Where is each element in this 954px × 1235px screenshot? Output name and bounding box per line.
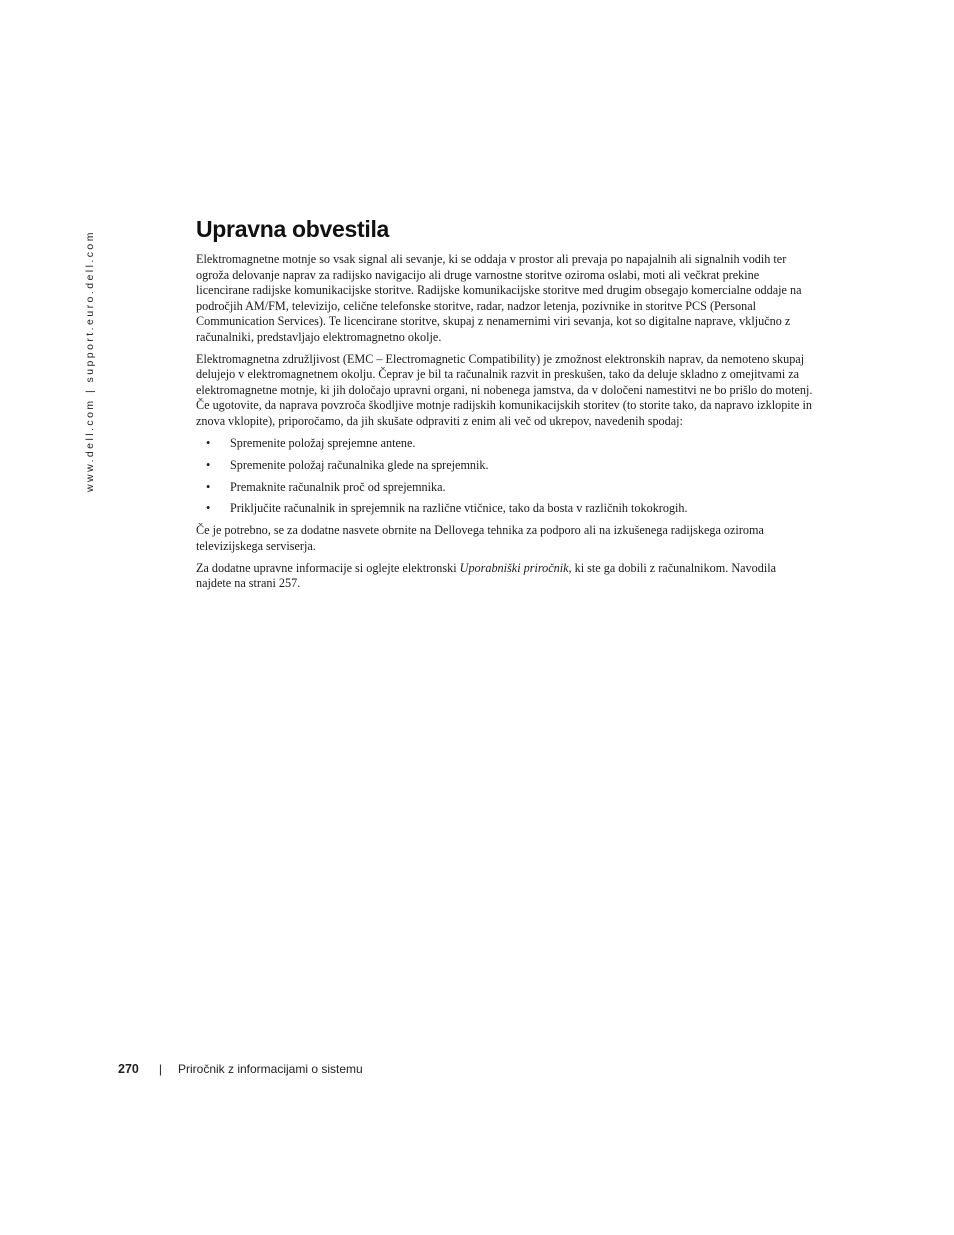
more-info-text-start: Za dodatne upravne informacije si oglejte elektronski: [196, 560, 460, 575]
list-item: [196, 480, 814, 496]
main-content: [196, 216, 814, 598]
list-item: [196, 458, 814, 474]
paragraph-emi-definition: Elektromagnetne motnje so vsak signal ali sevanje, ki se oddaja v prostor ali prevaja po napajalnih ali signalnih vodih ter ogroža delovanje naprav za radijsko navigacijo ali druge varnostne storitve oziroma oslabi, moti ali večkrat prekine licencirane radijske komunikacijske storitve. Radijske komunikacijske storitve med drugim obsegajo komercialne oddaje na področjih AM/FM, televizijo, celične telefonske storitve, radar, nadzor letenja, pozivnike in storitve PCS (Personal Communication Services). Te licencirane storitve, skupaj z nenamernimi viri sevanja, kot so digitalne naprave, vključno z računalniki, predstavljajo elektromagnetno okolje.: [196, 252, 802, 344]
sidebar-url: www.dell.com | support.euro.dell.com: [84, 230, 96, 492]
bullet-icon: •: [206, 435, 211, 450]
list-item-text: Premaknite računalnik proč od sprejemnika.: [230, 479, 446, 494]
page-footer: [118, 1062, 363, 1076]
footer-separator: |: [158, 1062, 162, 1076]
list-item-text: Priključite računalnik in sprejemnik na različne vtičnice, tako da bosta v različnih tokokrogih.: [230, 501, 688, 516]
paragraph-more-info: [196, 561, 814, 592]
bullet-icon: •: [206, 501, 211, 516]
page-number: 270: [118, 1062, 139, 1076]
paragraph-support-advice: Če je potrebno, se za dodatne nasvete obrnite na Dellovega tehnika za podporo ali na izkušenega radijskega oziroma televizijskega serviserja.: [196, 523, 764, 554]
bullet-list: [196, 436, 814, 518]
bullet-icon: •: [206, 479, 211, 494]
list-item: [196, 501, 814, 517]
users-guide-title: Uporabniški priročnik: [459, 560, 569, 575]
list-item-text: Spremenite položaj sprejemne antene.: [230, 435, 416, 450]
footer-document-title: Priročnik z informacijami o sistemu: [177, 1062, 363, 1076]
paragraph-emc-definition: Elektromagnetna združljivost (EMC – Electromagnetic Compatibility) je zmožnost elektronskih naprav, da nemoteno skupaj delujejo v elektromagnetnem okolju. Čeprav je bil ta računalnik razvit in preskušen, tako da deluje skladno z omejitvami za elektromagnetne motnje, ki jih določajo upravni organi, ni nobenega jamstva, da v določeni namestitvi ne bo prišlo do motenj. Če ugotovite, da naprava povzroča škodljive motnje radijskih komunikacijskih storitev (to storite tako, da napravo izklopite in znova vklopite), priporočamo, da jih skušate odpraviti z enim ali več od ukrepov, navedenih spodaj:: [196, 351, 813, 428]
list-item: [196, 436, 814, 452]
list-item-text: Spremenite položaj računalnika glede na sprejemnik.: [230, 457, 489, 472]
page-title: Upravna obvestila: [196, 216, 390, 242]
more-info-text-end: , ki ste ga dobili z računalnikom. Navodila najdete na strani 257.: [196, 560, 777, 591]
bullet-icon: •: [206, 457, 211, 472]
